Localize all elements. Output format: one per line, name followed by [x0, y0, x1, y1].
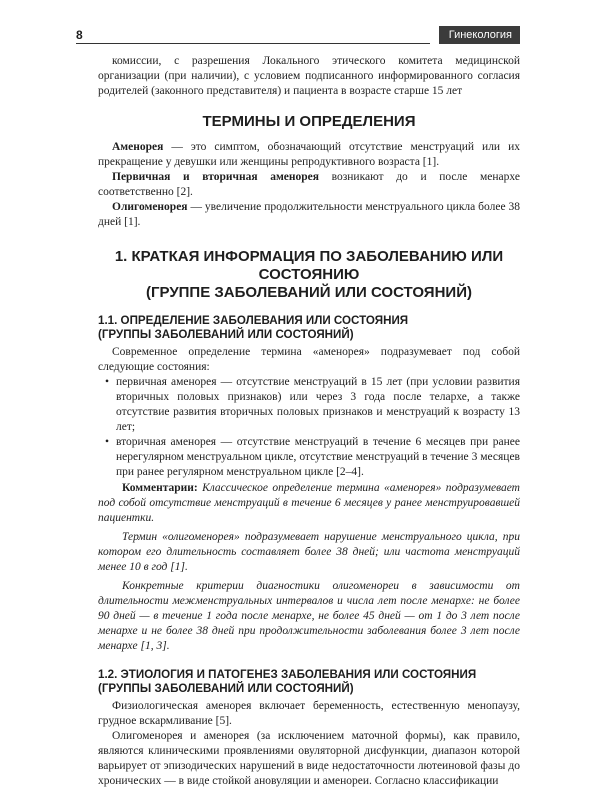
comment-label: Комментарии: [122, 482, 198, 494]
term-primary-secondary-text: возникают до и после менархе соответственно [2]. [98, 171, 520, 198]
page-header [76, 26, 520, 46]
section-1-heading [98, 248, 520, 302]
definition-lead: Современное определение термина «аменорея» подразумевает под собой следующие состояния: [98, 346, 520, 373]
term-amenorrhea-label: Аменорея [112, 141, 164, 153]
comment-2: Термин «олигоменорея» подразумевает нарушение менструального цикла, при котором его длительность составляет более 38 дней; или частота менструаций менее 10 в год [1]. [98, 531, 520, 573]
term-amenorrhea [98, 140, 520, 170]
etiology-paragraph-2: Олигоменорея и аменорея (за исключением маточной формы), как правило, являются клиническими проявлениями овуляторной дисфункции, диапазон которой варьирует от эпизодических нарушений в виде недостаточности лютеиновой фазы до хронических — в виде стойкой ановуляции и аменореи. Согласно классификации [98, 730, 520, 787]
term-oligomenorrhea-text: — увеличение продолжительности менструального цикла более 38 дней [1]. [98, 201, 520, 228]
comment-1 [98, 481, 520, 526]
term-primary-secondary [98, 170, 520, 200]
term-amenorrhea-text: — это симптом, обозначающий отсутствие менструаций или их прекращение у девушки или женщины репродуктивного возраста [1]. [98, 141, 520, 168]
section-1-heading-line2: (ГРУППЕ ЗАБОЛЕВАНИЙ ИЛИ СОСТОЯНИЙ) [146, 284, 472, 301]
term-oligomenorrhea [98, 200, 520, 230]
running-title: Гинекология [439, 26, 520, 44]
page-number: 8 [76, 28, 83, 42]
page-body [98, 54, 520, 789]
comment-1-text: Классическое определение термина «аменорея» подразумевает под собой отсутствие менструаций в течение 6 месяцев у ранее менструировавшей пациентки. [98, 482, 520, 524]
section-1-heading-line1: 1. КРАТКАЯ ИНФОРМАЦИЯ ПО ЗАБОЛЕВАНИЮ ИЛИ СОСТОЯНИЮ [114, 248, 504, 283]
comments-block [98, 481, 520, 654]
list-item: • вторичная аменорея — отсутствие менструаций в течение 6 месяцев при ранее нерегулярном менструальном цикле, отсутствие менструаций в течение 3 месяцев при ранее регулярном менструальном цикле [2–4]. [116, 435, 520, 480]
section-1-2-heading-line2: (ГРУППЫ ЗАБОЛЕВАНИЙ ИЛИ СОСТОЯНИЙ) [98, 682, 354, 695]
section-1-2-heading [98, 668, 520, 696]
section-1-1-heading-line1: 1.1. ОПРЕДЕЛЕНИЕ ЗАБОЛЕВАНИЯ ИЛИ СОСТОЯНИЯ [98, 314, 409, 327]
section-1-1-heading [98, 314, 520, 342]
list-item: • первичная аменорея — отсутствие менструаций в 15 лет (при условии развития вторичных половых признаков) или через 3 года после телархе, а также отсутствие развития вторичных половых признаков и менструаций к возрасту 13 лет; [116, 375, 520, 435]
term-oligomenorrhea-label: Олигоменорея [112, 201, 188, 213]
intro-paragraph: комиссии, с разрешения Локального этического комитета медицинской организации (при наличии), с условием подписанного информированного согласия родителей (законного представителя) и пациента в возрасте старше 15 лет [98, 55, 520, 97]
etiology-paragraph-1: Физиологическая аменорея включает беременность, естественную менопаузу, грудное вскармливание [5]. [98, 700, 520, 727]
section-1-2-heading-line1: 1.2. ЭТИОЛОГИЯ И ПАТОГЕНЕЗ ЗАБОЛЕВАНИЯ ИЛИ СОСТОЯНИЯ [98, 668, 477, 681]
section-1-1-heading-line2: (ГРУППЫ ЗАБОЛЕВАНИЙ ИЛИ СОСТОЯНИЙ) [98, 328, 354, 341]
definition-list [98, 375, 520, 480]
header-rule [76, 43, 430, 44]
comment-3: Конкретные критерии диагностики олигоменореи в зависимости от длительности межменструальных интервалов и числа лет после менархе: не более 90 дней — в течение 1 года после менархе, не более 45 дней — от 1 до 3 лет после менархе и не более 38 дней при продолжительности заболевания более 3 лет после менархе [1, 3]. [98, 580, 520, 652]
terms-heading: ТЕРМИНЫ И ОПРЕДЕЛЕНИЯ [202, 113, 416, 130]
term-primary-secondary-label: Первичная и вторичная аменорея [112, 171, 319, 183]
